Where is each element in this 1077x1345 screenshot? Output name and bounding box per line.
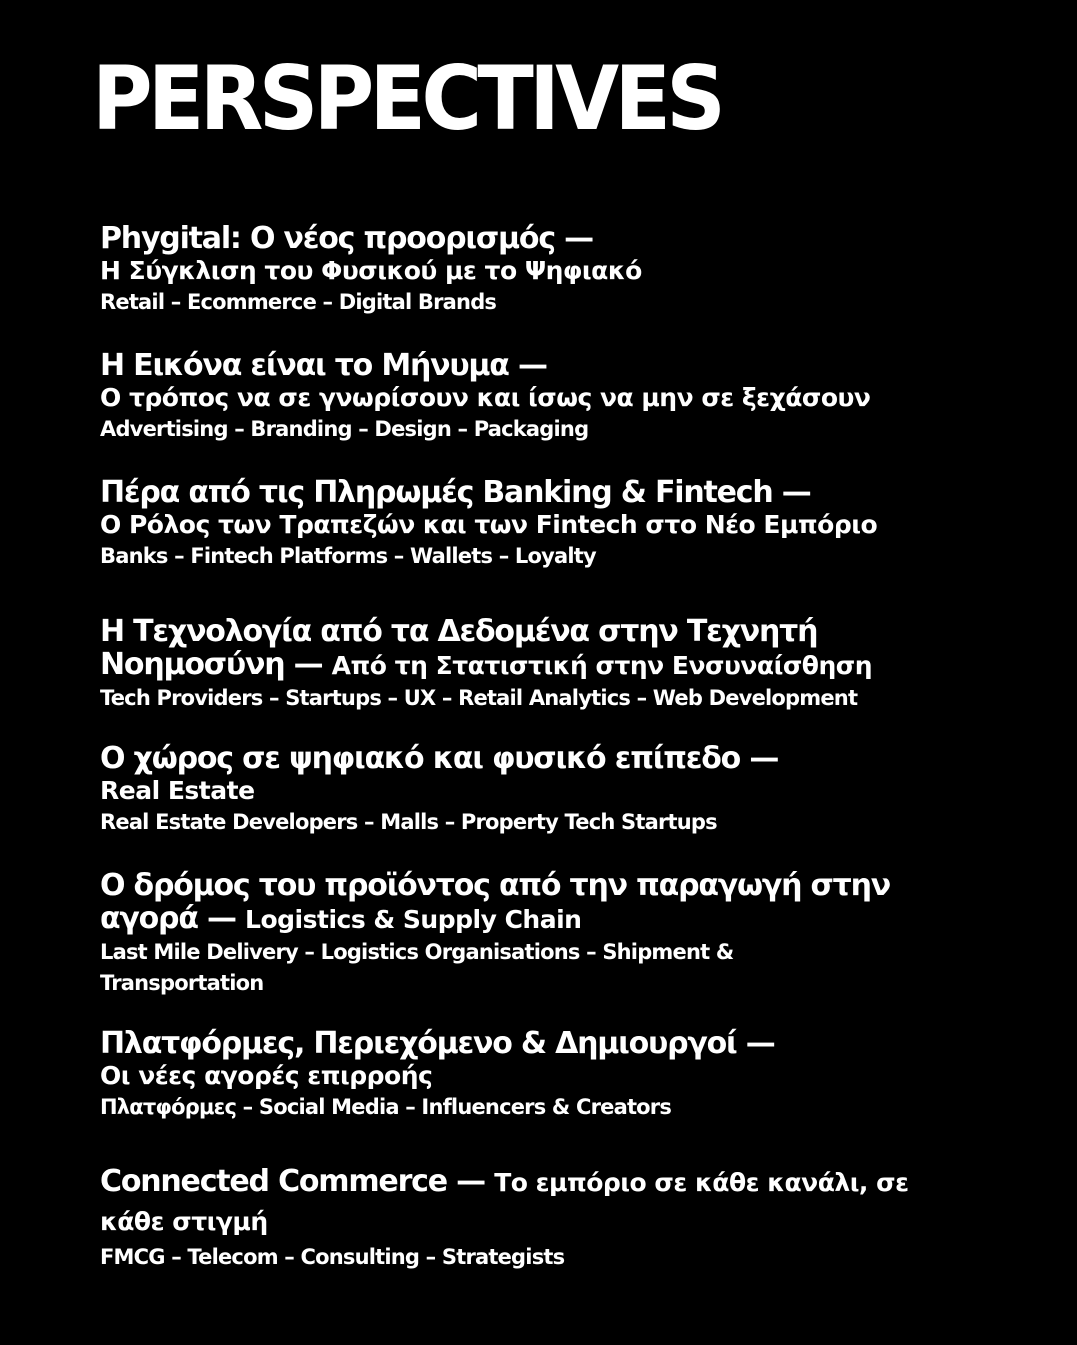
topic-item	[100, 615, 980, 714]
topic-subtitle: Ο τρόπος να σε γνωρίσουν και ίσως να μην σε ξεχάσουν	[100, 383, 871, 412]
topic-title: Πλατφόρμες, Περιεχόμενο & Δημιουργοί —	[100, 1026, 775, 1061]
topic-sectors: Real Estate Developers – Malls – Property Tech Startups	[100, 810, 717, 834]
topic-title: Η Τεχνολογία από τα Δεδομένα στην Τεχνητή Νοημοσύνη —	[100, 614, 818, 682]
page-heading: PERSPECTIVES	[92, 47, 722, 150]
topic-item	[100, 742, 980, 838]
topic-item	[100, 1027, 980, 1123]
topic-item	[100, 222, 980, 318]
topic-subtitle: Η Σύγκλιση του Φυσικού με το Ψηφιακό	[100, 256, 642, 285]
topic-title: Η Εικόνα είναι το Μήνυμα —	[100, 348, 547, 383]
topic-subtitle: Ο Ρόλος των Τραπεζών και των Fintech στο Νέο Εμπόριο	[100, 510, 878, 539]
topic-title: Connected Commerce —	[100, 1164, 485, 1199]
topic-title-line	[100, 1163, 980, 1241]
topic-title: Phygital: Ο νέος προορισμός —	[100, 221, 593, 256]
topic-sectors: FMCG – Telecom – Consulting – Strategists	[100, 1245, 565, 1269]
topic-item	[100, 349, 980, 445]
topic-sectors: Retail – Ecommerce – Digital Brands	[100, 290, 497, 314]
topic-title: Ο χώρος σε ψηφιακό και φυσικό επίπεδο —	[100, 741, 779, 776]
topic-title-line	[100, 615, 980, 682]
topic-item	[100, 1163, 980, 1273]
topic-subtitle: Από τη Στατιστική στην Ενσυναίσθηση	[331, 651, 873, 680]
topic-item	[100, 476, 980, 572]
topic-title: Ο δρόμος του προϊόντος από την παραγωγή στην αγορά —	[100, 868, 890, 936]
topic-sectors: Πλατφόρμες – Social Media – Influencers & Creators	[100, 1095, 672, 1119]
topic-subtitle: Logistics & Supply Chain	[245, 905, 582, 934]
topic-sectors: Advertising – Branding – Design – Packaging	[100, 417, 589, 441]
topic-title: Πέρα από τις Πληρωμές Banking & Fintech —	[100, 475, 811, 510]
topic-item	[100, 869, 980, 999]
topic-sectors: Tech Providers – Startups – UX – Retail Analytics – Web Development	[100, 686, 858, 710]
topic-sectors: Banks – Fintech Platforms – Wallets – Loyalty	[100, 544, 596, 568]
topic-subtitle: Real Estate	[100, 776, 255, 805]
topic-title-line	[100, 869, 980, 936]
topic-subtitle: Οι νέες αγορές επιρροής	[100, 1061, 433, 1090]
topic-subtitle: Το εμπόριο σε κάθε κανάλι, σε κάθε στιγμή	[100, 1168, 909, 1236]
topic-sectors: Last Mile Delivery – Logistics Organisations – Shipment & Transportation	[100, 940, 734, 995]
